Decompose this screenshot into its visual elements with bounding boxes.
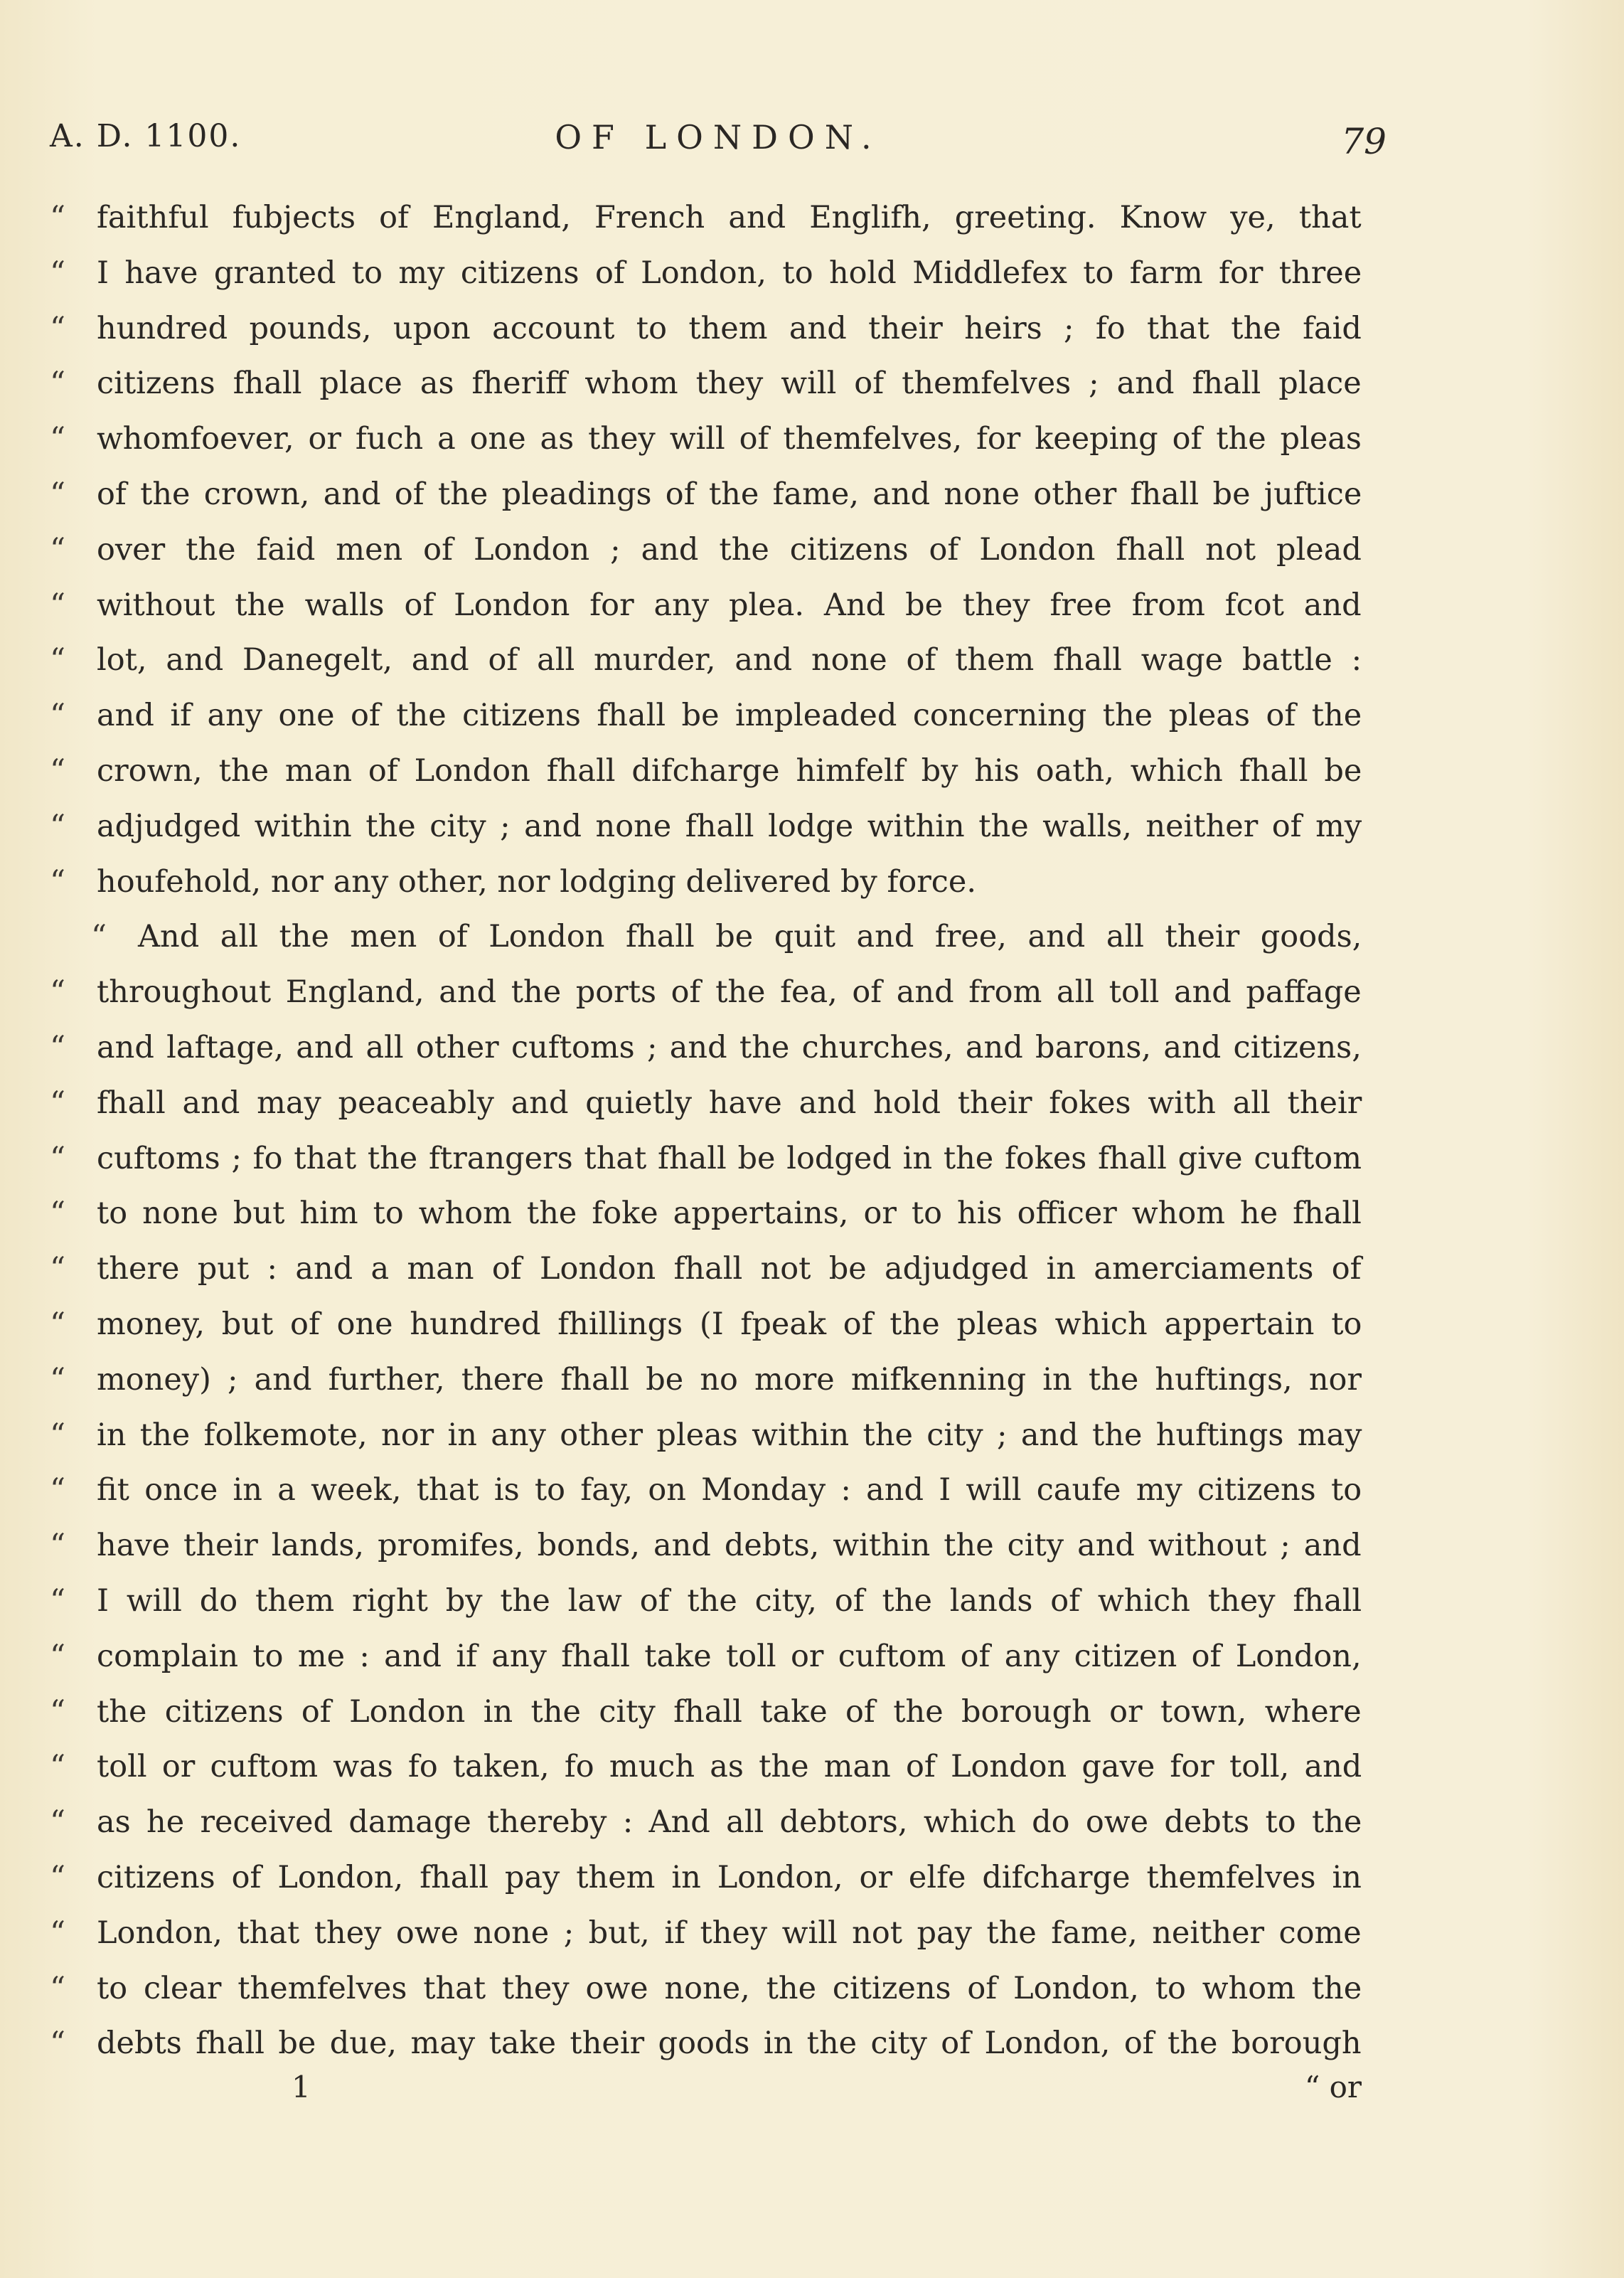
running-header	[50, 118, 1387, 168]
line-text: houfehold, nor any other, nor lodging delivered by force.	[97, 863, 977, 900]
line-text: of the crown, and of the pleadings of the fame, and none other fhall be juftice	[97, 476, 1362, 512]
line-text: fit once in a week, that is to fay, on Monday : and I will caufe my citizens to	[97, 1472, 1362, 1508]
quote-mark: “	[50, 1859, 65, 1895]
text-line	[50, 633, 1362, 688]
text-line	[50, 578, 1362, 634]
line-text: in the folkemote, nor in any other pleas within the city ; and the huftings may	[97, 1417, 1362, 1453]
line-text: throughout England, and the ports of the fea, of and from all toll and paffage	[97, 974, 1362, 1011]
quote-mark: “	[50, 1251, 65, 1287]
body-text	[50, 191, 1362, 2072]
quote-mark: “	[50, 808, 65, 844]
quote-mark: “	[50, 531, 65, 568]
line-text: citizens of London, fhall pay them in London, or elfe difcharge themfelves in	[97, 1859, 1362, 1895]
quote-mark: “	[91, 919, 107, 955]
quote-mark: “	[50, 1085, 65, 1121]
quote-mark: “	[50, 1029, 65, 1065]
text-line	[50, 1242, 1362, 1297]
quote-mark: “	[50, 366, 65, 402]
text-line	[50, 1021, 1362, 1076]
text-line	[50, 1132, 1362, 1187]
text-line	[50, 1076, 1362, 1132]
line-text: whomfoever, or fuch a one as they will of themfelves, for keeping of the pleas	[97, 421, 1362, 457]
line-text: I will do them right by the law of the city, of the lands of which they fhall	[97, 1582, 1362, 1619]
text-line	[50, 1518, 1362, 1574]
text-line	[50, 1685, 1362, 1740]
header-date: A. D. 1100.	[50, 118, 242, 154]
line-text: adjudged within the city ; and none fhall lodge within the walls, neither of my	[97, 808, 1362, 844]
line-text: lot, and Danegelt, and of all murder, and none of them fhall wage battle :	[97, 642, 1362, 678]
text-line	[50, 467, 1362, 523]
line-text: cuftoms ; fo that the ftrangers that fhall be lodged in the fokes fhall give cuftom	[97, 1140, 1362, 1176]
text-line	[50, 2016, 1362, 2072]
line-text: London, that they owe none ; but, if they will not pay the fame, neither come	[97, 1915, 1362, 1951]
quote-mark: “	[50, 863, 65, 900]
quote-mark: “	[50, 1361, 65, 1398]
line-text: there put : and a man of London fhall not be adjudged in amerciaments of	[97, 1251, 1362, 1287]
text-line	[50, 1795, 1362, 1851]
text-line	[50, 1463, 1362, 1518]
text-line	[50, 523, 1362, 578]
quote-mark: “	[50, 1915, 65, 1951]
line-text: faithful fubjeсts of England, French and Englifh, greeting. Know ye, that	[97, 200, 1362, 235]
line-text: over the faid men of London ; and the citizens of London fhall not plead	[97, 531, 1362, 568]
quote-mark: “	[50, 1804, 65, 1841]
line-text: money, but of one hundred fhillings (I fpeak of the pleas which appertain to	[97, 1306, 1362, 1342]
text-line	[50, 412, 1362, 467]
quote-mark: “	[50, 1196, 65, 1232]
quote-mark: “	[50, 1638, 65, 1674]
text-line	[50, 965, 1362, 1021]
text-line	[50, 356, 1362, 412]
quote-mark: “	[50, 2026, 65, 2062]
line-text: to clear themfelves that they owe none, the citizens of London, to whom the	[97, 1970, 1362, 2006]
quote-mark: “	[50, 1306, 65, 1342]
line-text: fhall and may peaceably and quietly have and hold their fokes with all their	[97, 1085, 1362, 1121]
quote-mark: “	[50, 642, 65, 678]
quote-mark: “	[50, 1582, 65, 1619]
line-text: as he received damage thereby : And all debtors, which do owe debts to the	[97, 1804, 1362, 1841]
text-line	[50, 1353, 1362, 1408]
text-line	[50, 1186, 1362, 1242]
line-text: I have granted to my citizens of London, to hold Middlefex to farm for three	[97, 255, 1362, 291]
quote-mark: “	[50, 1140, 65, 1176]
line-text: hundred pounds, upon account to them and their heirs ; fo that the faid	[97, 310, 1362, 346]
text-line	[50, 1408, 1362, 1464]
quote-mark: “	[50, 752, 65, 789]
text-line	[50, 744, 1362, 799]
text-line	[50, 1574, 1362, 1629]
quote-mark: “	[50, 1693, 65, 1730]
quote-mark: “	[50, 1749, 65, 1785]
quote-mark: “	[50, 698, 65, 734]
quote-mark: “	[50, 310, 65, 346]
text-line	[50, 191, 1362, 246]
line-text: money) ; and further, there fhall be no more mifkenning in the huftings, nor	[97, 1361, 1362, 1398]
header-title: OF LONDON.	[555, 118, 882, 156]
quote-mark: “	[50, 200, 65, 235]
text-line	[50, 1740, 1362, 1795]
text-line	[50, 1297, 1362, 1353]
signature-mark: 1	[292, 2070, 311, 2104]
line-text: have their lands, promifes, bonds, and debts, within the city and without ; and	[97, 1528, 1362, 1564]
line-text: without the walls of London for any plea. And be they free from fcot and	[97, 587, 1362, 623]
line-text: toll or cuftom was fo taken, fo much as the man of London gave for toll, and	[97, 1749, 1362, 1785]
quote-mark: “	[50, 974, 65, 1011]
line-text: crown, the man of London fhall difcharge himfelf by his oath, which fhall be	[97, 752, 1362, 789]
text-line	[50, 1629, 1362, 1685]
text-line	[50, 1962, 1362, 2017]
quote-mark: “	[50, 1417, 65, 1453]
quote-mark: “	[50, 1528, 65, 1564]
page-footer	[50, 2070, 1362, 2112]
line-text: And all the men of London fhall be quit and free, and all their goods,	[138, 919, 1362, 955]
catchword: “ or	[1304, 2070, 1362, 2104]
text-line	[50, 302, 1362, 357]
text-line	[50, 1851, 1362, 1906]
quote-mark: “	[50, 476, 65, 512]
text-line	[50, 855, 1362, 910]
quote-mark: “	[50, 1472, 65, 1508]
line-text: complain to me : and if any fhall take toll or cuftom of any citizen of London,	[97, 1638, 1362, 1674]
text-line	[50, 246, 1362, 302]
line-text: citizens fhall place as fheriff whom they will of themfelves ; and fhall place	[97, 366, 1362, 402]
page-number: 79	[1341, 121, 1387, 162]
quote-mark: “	[50, 1970, 65, 2006]
text-line	[50, 1906, 1362, 1962]
line-text: and if any one of the citizens fhall be impleaded concerning the pleas of the	[97, 698, 1362, 734]
quote-mark: “	[50, 255, 65, 291]
text-line-paragraph-start	[50, 910, 1362, 965]
quote-mark: “	[50, 587, 65, 623]
line-text: the citizens of London in the city fhall take of the borough or town, where	[97, 1693, 1362, 1730]
text-line	[50, 688, 1362, 744]
text-line	[50, 799, 1362, 855]
line-text: to none but him to whom the foke appertains, or to his officer whom he fhall	[97, 1196, 1362, 1232]
line-text: debts fhall be due, may take their goods in the city of London, of the borough	[97, 2026, 1362, 2062]
line-text: and laftage, and all other cuftoms ; and the churches, and barons, and citizens,	[97, 1029, 1362, 1065]
quote-mark: “	[50, 421, 65, 457]
